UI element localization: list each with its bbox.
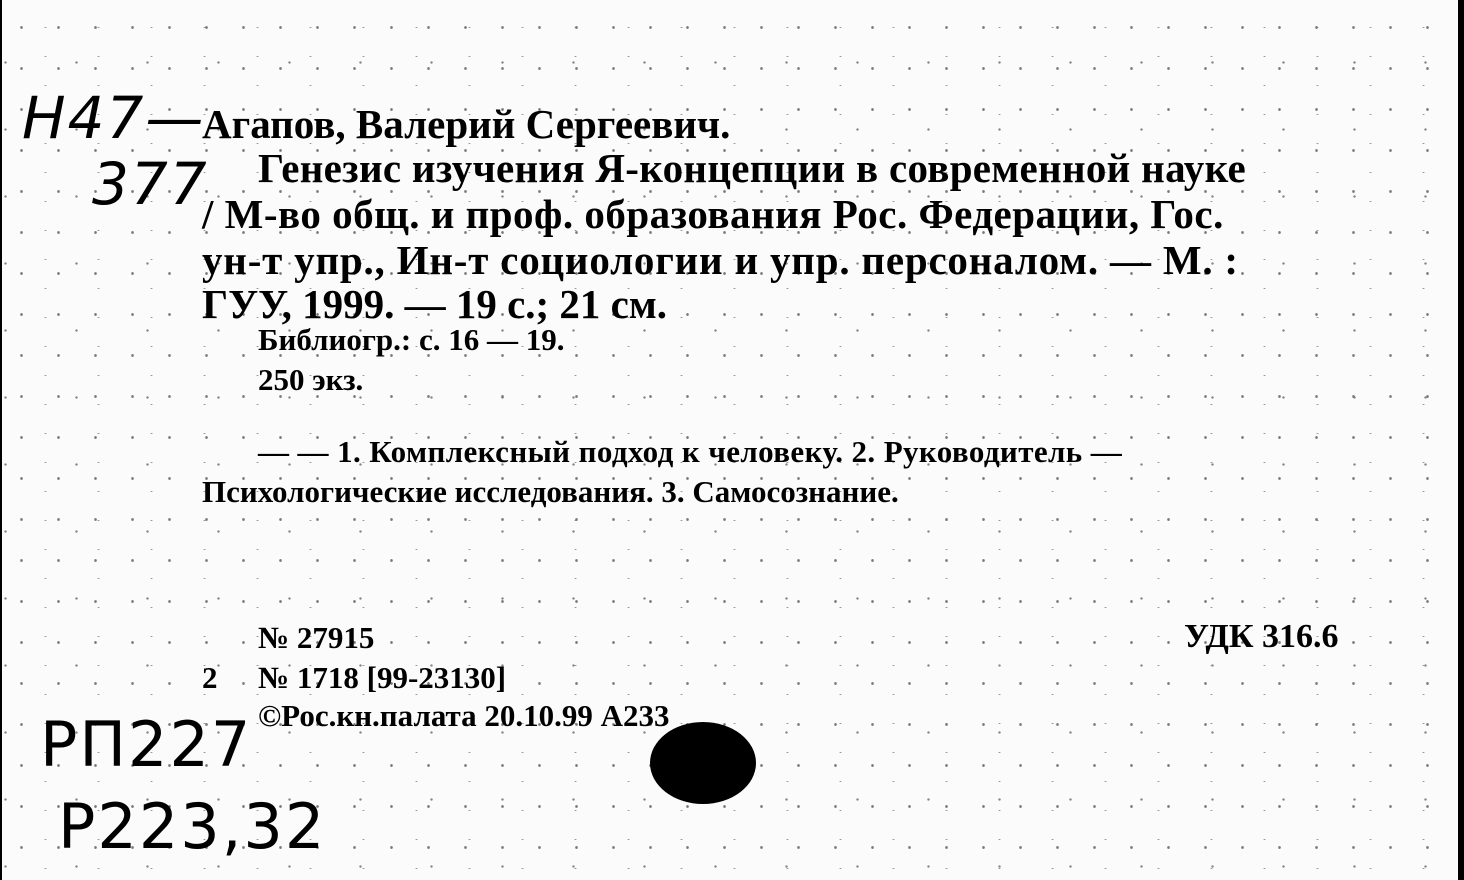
note-print-run: 250 экз. (258, 362, 364, 397)
title-line-1: Генезис изучения Я-концепции в современной науке (258, 145, 1246, 191)
udk-code: УДК 316.6 (1184, 618, 1339, 655)
handwritten-class-code-1: РП227 (40, 708, 253, 781)
registration-number-1: № 27915 (258, 620, 375, 655)
subjects-line-2: Психологические исследования. 3. Самосознание. (202, 474, 899, 509)
registration-number-2: № 1718 [99-23130] (258, 660, 507, 695)
punch-hole (650, 722, 756, 804)
card-left-edge (0, 0, 2, 880)
note-bibliography: Библиогр.: с. 16 — 19. (258, 322, 565, 357)
title-line-3: ун-т упр., Ин-т социологии и упр. персоналом. — М. : (202, 237, 1239, 283)
card-right-edge (1458, 0, 1464, 880)
handwritten-class-code-2: Р223,32 (58, 790, 327, 863)
handwritten-shelf-mark-top: Н47— (22, 84, 206, 152)
handwritten-shelf-mark-second: 377 (92, 150, 209, 218)
subjects-line-1: — — 1. Комплексный подход к человеку. 2. Руководитель — (258, 434, 1123, 469)
registration-prefix: 2 (202, 660, 218, 695)
title-line-4: ГУУ, 1999. — 19 с.; 21 см. (202, 281, 668, 327)
title-line-2: / М-во общ. и проф. образования Рос. Федерации, Гос. (202, 191, 1224, 237)
author-heading: Агапов, Валерий Сергеевич. (202, 101, 731, 147)
copyright-line: ©Рос.кн.палата 20.10.99 А233 (258, 698, 670, 733)
